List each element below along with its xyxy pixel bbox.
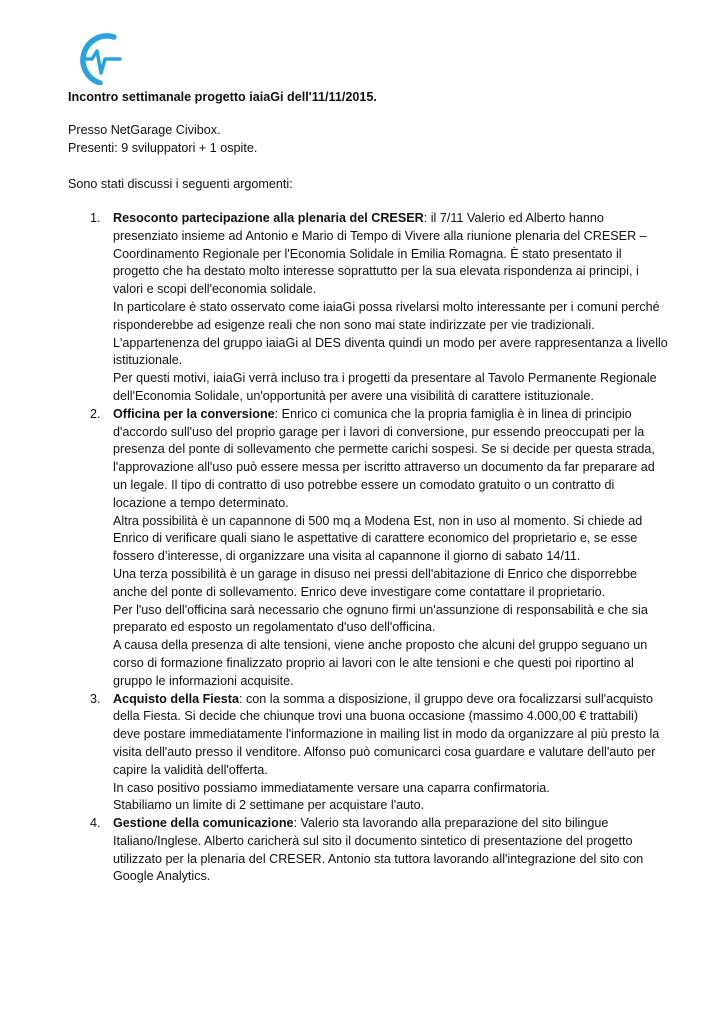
iaiagi-logo-icon <box>70 29 124 85</box>
meeting-attendees: Presenti: 9 sviluppatori + 1 ospite. <box>68 141 258 155</box>
list-item <box>90 691 668 816</box>
item-paragraph: Stabiliamo un limite di 2 settimane per acquistare l'auto. <box>113 798 425 813</box>
item-paragraph: Resoconto partecipazione alla plenaria del CRESER: il 7/11 Valerio ed Alberto hanno presenziato insieme ad Antonio e Mario di Tempo di Vivere alla riunione plenaria del CRESER – Coordinamento Regionale per l'Economia Solidale in Emilia Romagna. È stato presentato il progetto che ha destato molto interesse soprattutto per la sua elevata rispondenza ai principi, i valori e scopi dell'economia solidale. <box>113 211 647 297</box>
item-paragraph: In particolare è stato osservato come iaiaGi possa rivelarsi molto interessante per i comuni perché risponderebbe ad esigenze reali che non sono mai state indirizzate per vie tradizionali. L'appartenenza del gruppo iaiaGi al DES diventa quindi un modo per avere rappresentanza a livello istituzionale. <box>113 299 668 368</box>
item-paragraph: Gestione della comunicazione: Valerio sta lavorando alla preparazione del sito bilingue Italiano/Inglese. Alberto caricherà sul sito il documento sintetico di presentazione del progetto utilizzato per la plenaria del CRESER. Antonio sta tuttora lavorando all'integrazione del sito con Google Analytics. <box>113 816 644 884</box>
document-title: Incontro settimanale progetto iaiaGi dell'11/11/2015. <box>68 90 377 104</box>
item-paragraph: Per questi motivi, iaiaGi verrà incluso tra i progetti da presentare al Tavolo Permanente Regionale dell'Economia Solidale, un'opportunità per avere una visibilità di carattere istituzionale. <box>113 371 657 403</box>
topics-intro: Sono stati discussi i seguenti argomenti: <box>68 177 293 191</box>
item-paragraph: In caso positivo possiamo immediatamente versare una caparra confirmatoria. <box>113 780 550 795</box>
item-heading: Officina per la conversione <box>113 406 275 421</box>
list-item <box>90 406 668 691</box>
list-item <box>90 815 668 886</box>
item-number: 2. <box>90 406 101 421</box>
meeting-location: Presso NetGarage Civibox. <box>68 123 221 137</box>
topics-list <box>68 210 668 886</box>
item-paragraph: A causa della presenza di alte tensioni, viene anche proposto che alcuni del gruppo seguano un corso di formazione finalizzato proprio ai lavori con le alte tensioni e che questi poi riportino al gruppo le informazioni acquisite. <box>113 638 648 688</box>
item-number: 4. <box>90 816 101 831</box>
item-paragraph: Acquisto della Fiesta: con la somma a disposizione, il gruppo deve ora focalizzarsi sull'acquisto della Fiesta. Si decide che chiunque trovi una buona occasione (massimo 4.000,00 € trattabili) deve postare immediatamente l'informazione in mailing list in modo da organizzare al più presto la visita dell'auto presso il venditore. Alfonso può comunicarci cosa guardare e valutare dell'auto per capire la validità dell'offerta. <box>113 691 660 777</box>
item-number: 1. <box>90 211 101 225</box>
item-paragraph: Officina per la conversione: Enrico ci comunica che la propria famiglia è in linea di principio d'accordo sull'uso del proprio garage per i lavori di conversione, pur essendo preoccupati per la presenza del ponte di sollevamento che permette carichi sospesi. Se si decide per questa strada, l'approvazione all'uso può essere messa per iscritto attraverso un documento da far preparare ad un legale. Il tipo di contratto di uso potrebbe essere un comodato gratuito o un contratto di locazione a tempo determinato. <box>113 406 655 510</box>
item-heading: Gestione della comunicazione <box>113 816 294 831</box>
item-paragraph: Altra possibilità è un capannone di 500 mq a Modena Est, non in uso al momento. Si chiede ad Enrico di verificare quali siano le aspettative di carattere economico del proprietario e, se esse fossero d’interesse, di organizzare una visita al capannone il giorno di sabato 14/11. <box>113 513 643 564</box>
item-paragraph: Una terza possibilità è un garage in disuso nei pressi dell'abitazione di Enrico che disporrebbe anche del ponte di sollevamento. Enrico deve investigare come contattare il proprietario. <box>113 566 637 599</box>
item-heading: Acquisto della Fiesta <box>113 691 239 706</box>
item-number: 3. <box>90 691 101 706</box>
item-paragraph: Per l'uso dell'officina sarà necessario che ognuno firmi un'assunzione di responsabilità e che sia preparato ed esposto un regolamentato d'uso dell'officina. <box>113 602 648 635</box>
list-item <box>90 210 668 406</box>
item-heading: Resoconto partecipazione alla plenaria del CRESER <box>113 211 424 225</box>
